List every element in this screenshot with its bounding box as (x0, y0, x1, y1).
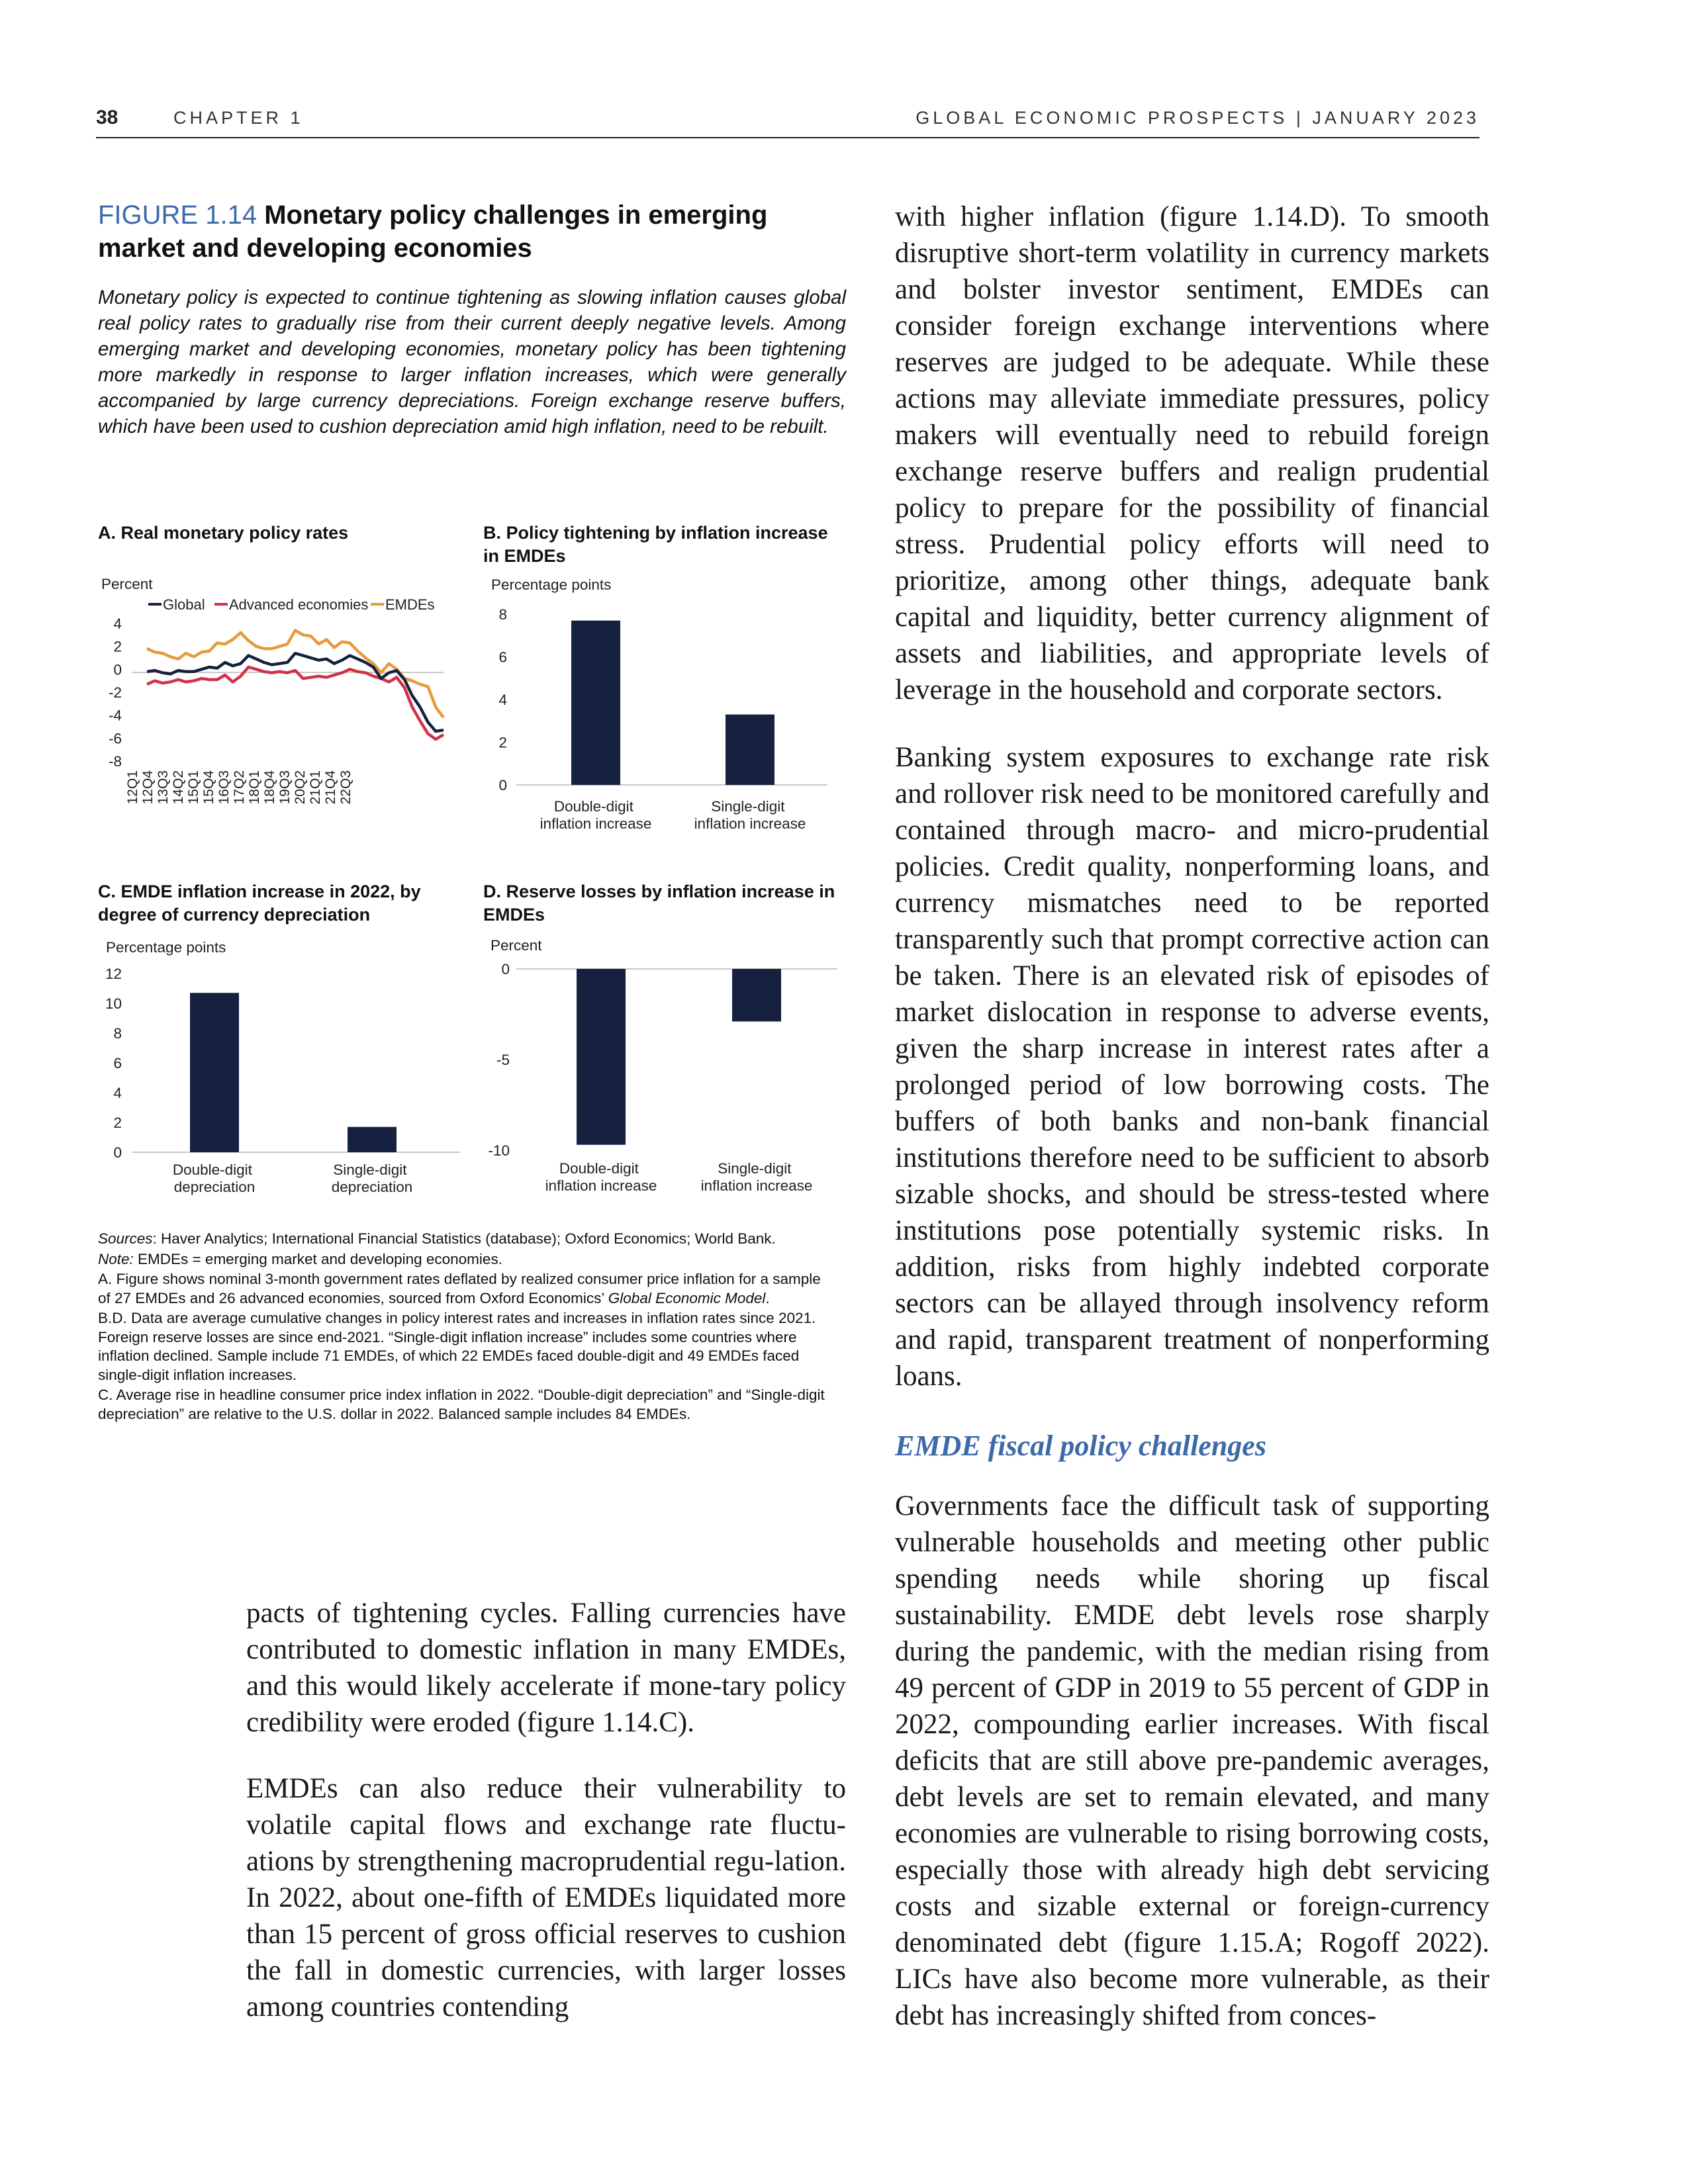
y-tick-label: 0 (113, 1144, 122, 1161)
panel-c-cat-1-line2: depreciation (173, 1179, 256, 1195)
panel-b-cat-2 (694, 798, 806, 832)
panel-c-title: C. EMDE inflation increase in 2022, by degree of currency depreciation (98, 882, 421, 925)
x-tick-label: 18Q4 (262, 770, 277, 805)
panel-d-cat-1-line1: Double-digit (559, 1160, 639, 1177)
y-tick-label: 2 (113, 1115, 122, 1131)
x-tick-label: 15Q4 (201, 770, 216, 805)
y-tick-label: 10 (105, 995, 122, 1012)
right-paragraph-3: Governments face the difficult task of supporting vulnerable households and meeting other public spending needs while shoring up fiscal sustainability. EMDE debt levels rose sharply during the pandemic, with the median rising from 49 percent of GDP in 2019 to 55 percent of GDP in 2022, compounding earlier increases. With fiscal deficits that are still above pre-pandemic averages, debt levels are set to remain elevated, and many economies are vulnerable to rising borrowing costs, especially those with already high debt servicing costs and sizable external or foreign-currency denominated debt (figure 1.15.A; Rogoff 2022). LICs have also become more vulnerable, as their debt has increasingly shifted from conces- (895, 1490, 1489, 2031)
panel-c-cat-2-line2: depreciation (331, 1179, 413, 1195)
panel-b-ylabel: Percentage points (491, 576, 612, 593)
panel-c-ylabel: Percentage points (106, 939, 226, 956)
x-tick-label: 17Q2 (232, 770, 247, 805)
panel-a-legend (148, 596, 435, 613)
y-tick-label: 8 (498, 606, 507, 623)
x-tick-label: 20Q2 (293, 770, 308, 805)
panel-b-chart (477, 572, 834, 837)
notes-note-text: EMDEs = emerging market and developing economies. (133, 1250, 502, 1267)
notes-a-italic: Global Economic Model (608, 1289, 766, 1306)
y-tick-label: 0 (498, 777, 507, 794)
y-tick-label: 4 (498, 692, 507, 708)
panel-d-bars (577, 969, 781, 1145)
x-tick-label: 21Q1 (308, 770, 323, 805)
publication-title: GLOBAL ECONOMIC PROSPECTS | JANUARY 2023 (915, 108, 1479, 128)
panel-b-title: B. Policy tightening by inflation increase in EMDEs (483, 523, 828, 566)
bar-1 (190, 993, 239, 1152)
y-tick-label: -6 (108, 730, 122, 747)
notes-c: C. Average rise in headline consumer price index inflation in 2022. “Double-digit depreciation” and “Single-digit depreciation” are relative to the U.S. dollar in 2022. Balanced sample includes 84 EMDEs. (98, 1387, 825, 1422)
x-tick-label: 14Q2 (171, 770, 186, 805)
panel-d-chart (477, 932, 847, 1210)
notes-bd: B.D. Data are average cumulative changes in policy interest rates and increases in inflation rates since 2021. Foreign reserve losses are since end-2021. “Single-digit inflation increase” includes some countries where inflation declined. Sample include 71 EMDEs, of which 22 EMDEs faced double-digit and 49 EMDEs faced single-digit inflation increases. (98, 1310, 816, 1383)
panel-b-cat-1-line1: Double-digit (553, 798, 633, 815)
left-paragraph-1: pacts of tightening cycles. Falling currencies have contributed to domestic inflation in many EMDEs, and this would likely accelerate if mone-tary policy credibility were eroded (figure 1.14.C). (246, 1598, 846, 1738)
panel-b-cat-1-line2: inflation increase (539, 815, 652, 832)
x-tick-label: 22Q3 (338, 770, 353, 805)
notes-a-text: A. Figure shows nominal 3-month government rates deflated by realized consumer price inflation for a sample of 27 EMDEs and 26 advanced economies, sourced from Oxford Economics’ (98, 1271, 821, 1306)
bar-2 (732, 969, 781, 1021)
panel-c-cat-1 (173, 1161, 256, 1195)
section-subheading: EMDE fiscal policy challenges (895, 1430, 1266, 1462)
panel-a-series (147, 630, 444, 739)
y-tick-label: -2 (108, 684, 122, 701)
panel-b-bars (571, 621, 774, 785)
panel-b-yticks (498, 606, 507, 794)
notes-a (98, 1270, 833, 1308)
panel-d-cat-2-line2: inflation increase (700, 1177, 813, 1194)
panel-d-cat-2 (701, 1160, 813, 1194)
right-paragraph-2: Banking system exposures to exchange rate risk and rollover risk need to be monitored carefully and contained through macro- and micro-prudential policies. Credit quality, nonperforming loans, and currency mismatches need to be reported transparently such that prompt corrective action can be taken. There is an elevated risk of episodes of market dislocation in response to adverse events, given the sharp increase in interest rates after a prolonged period of low borrowing costs. The buffers of both banks and non-bank financial institutions therefore need to be sufficient to absorb sizable shocks, and should be stress-tested where institutions pose potentially systemic risks. In addition, risks from highly indebted corporate sectors can be allayed through insolvency reform and rapid, transparent treatment of nonperforming loans. (895, 742, 1489, 1392)
x-tick-label: 18Q1 (247, 770, 262, 805)
y-tick-label: 2 (113, 638, 122, 655)
series-line-advanced-economies (147, 667, 444, 739)
panel-c-yticks (105, 966, 122, 1161)
x-tick-label: 12Q1 (125, 770, 140, 805)
figure-title-text: Monetary policy challenges in emerging market and developing economies (98, 201, 768, 263)
panel-d-title: D. Reserve losses by inflation increase in EMDEs (483, 882, 835, 925)
x-tick-label: 19Q3 (277, 770, 293, 805)
panel-c-cat-1-line1: Double-digit (172, 1161, 252, 1178)
y-tick-label: -5 (496, 1052, 510, 1068)
y-tick-label: -8 (108, 753, 122, 770)
x-tick-label: 16Q3 (216, 770, 232, 805)
panel-b-cat-2-line2: inflation increase (694, 815, 806, 832)
page-number: 38 (96, 107, 118, 128)
bar-2 (348, 1127, 397, 1152)
notes-sources (98, 1230, 833, 1249)
panel-d-cat-1 (545, 1160, 657, 1194)
panel-d-ylabel: Percent (491, 937, 542, 954)
y-tick-label: 6 (113, 1055, 122, 1071)
panel-a-chart (93, 569, 463, 847)
y-tick-label: 6 (498, 649, 507, 666)
notes-note-label: Note: (98, 1250, 134, 1267)
y-tick-label: -10 (488, 1142, 510, 1159)
bar-2 (726, 715, 774, 785)
panel-d-yticks (488, 961, 510, 1159)
y-tick-label: 8 (113, 1025, 122, 1042)
panel-c-chart (93, 934, 463, 1206)
panel-c-cat-2 (332, 1161, 413, 1195)
y-tick-label: -4 (108, 707, 122, 724)
legend-global-label: Global (163, 596, 205, 613)
y-tick-label: 2 (498, 734, 507, 751)
panel-a-title: A. Real monetary policy rates (98, 523, 349, 543)
panel-b-cat-2-line1: Single-digit (711, 798, 785, 815)
y-tick-label: 0 (113, 661, 122, 678)
figure-title (98, 199, 853, 265)
right-column (895, 199, 1489, 2034)
figure-subtitle: Monetary policy is expected to continue tightening as slowing inflation causes global real policy rates to gradually rise from their current deeply negative levels. Among emerging market and developing economies, monetary policy has been tightening more markedly in response to larger inflation increases, which were generally accompanied by large currency depreciations. Foreign exchange reserve buffers, which have been used to cushion depreciation amid high inflation, need to be rebuilt. (98, 287, 846, 437)
panel-a-ylabel: Percent (101, 576, 153, 592)
notes-sources-text: : Haver Analytics; International Financial Statistics (database); Oxford Economics; World Bank. (152, 1230, 776, 1247)
notes-a-end: . (765, 1289, 770, 1306)
x-tick-label: 21Q4 (323, 770, 338, 805)
x-tick-label: 15Q1 (186, 770, 201, 805)
left-column (246, 1595, 846, 2025)
panel-d-cat-2-line1: Single-digit (718, 1160, 792, 1177)
x-tick-label: 13Q3 (156, 770, 171, 805)
series-line-global (147, 653, 444, 731)
y-tick-label: 0 (501, 961, 510, 978)
left-paragraph-2: EMDEs can also reduce their vulnerability to volatile capital flows and exchange rate fluctu-ations by strengthening macroprudential regu-lation. In 2022, about one-fifth of EMDEs liquidated more than 15 percent of gross official reserves to cushion the fall in domestic currencies, with larger losses among countries contending (246, 1773, 846, 2023)
bar-1 (577, 969, 626, 1145)
y-tick-label: 12 (105, 966, 122, 982)
bar-1 (571, 621, 620, 785)
panel-a-yticks (109, 615, 122, 770)
panel-d-cat-1-line2: inflation increase (545, 1177, 657, 1194)
panel-c-cat-2-line1: Single-digit (333, 1161, 407, 1178)
y-tick-label: 4 (113, 1085, 122, 1101)
legend-emdes-label: EMDEs (385, 596, 435, 613)
notes-sources-label: Sources (98, 1230, 153, 1247)
panel-b-cat-1 (540, 798, 652, 832)
figure-notes (98, 1230, 833, 1425)
header-rule (96, 137, 1479, 138)
figure-label: FIGURE 1.14 (98, 201, 258, 230)
panel-a-xticks (125, 770, 353, 805)
right-paragraph-1: with higher inflation (figure 1.14.D). To smooth disruptive short-term volatility in currency markets and bolster investor sentiment, EMDEs can consider foreign exchange interventions where reserves are judged to be adequate. While these actions may alleviate immediate pressures, policy makers will eventually need to rebuild foreign exchange reserve buffers and realign prudential policy to prepare for the possibility of financial stress. Prudential policy efforts will need to prioritize, among other things, adequate bank capital and liquidity, better currency alignment of assets and liabilities, and appropriate levels of leverage in the household and corporate sectors. (895, 201, 1489, 705)
notes-note (98, 1250, 833, 1269)
chapter-label: CHAPTER 1 (173, 108, 304, 128)
panel-c-bars (190, 993, 397, 1152)
x-tick-label: 12Q4 (140, 770, 156, 805)
legend-advanced-label: Advanced economies (229, 596, 369, 613)
y-tick-label: 4 (113, 615, 122, 632)
